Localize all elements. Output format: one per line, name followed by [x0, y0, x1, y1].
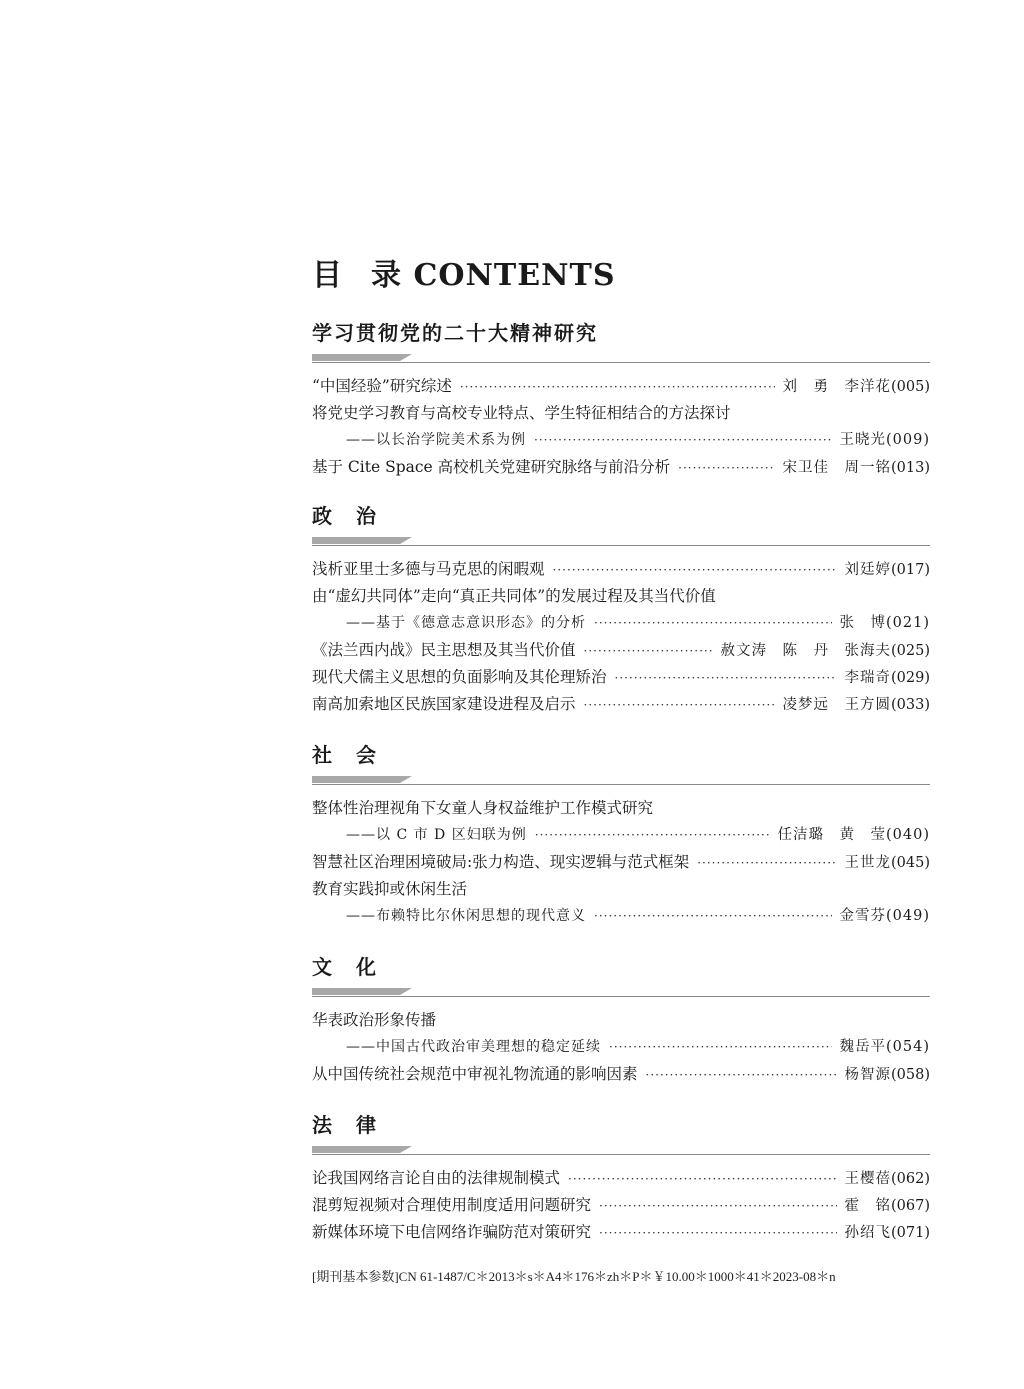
section-title: 文 化: [312, 955, 378, 979]
toc-entry[interactable]: [312, 556, 930, 583]
entry-page: (071): [891, 1225, 930, 1241]
entry-title: 智慧社区治理困境破局:张力构造、现实逻辑与范式框架: [312, 853, 690, 871]
entry-authors: 王世龙: [844, 855, 891, 871]
entry-page: (021): [886, 615, 930, 631]
entry-page: (005): [891, 379, 930, 395]
leader-dots: [584, 638, 713, 665]
entry-authors: 李瑞奇: [844, 670, 891, 686]
toc-entry[interactable]: [312, 795, 930, 822]
entry-title: 华表政治形象传播: [312, 1011, 437, 1029]
toc-entry[interactable]: [312, 849, 930, 876]
entry-page: (033): [891, 697, 930, 713]
entry-title: 将党史学习教育与高校专业特点、学生特征相结合的方法探讨: [312, 404, 731, 422]
entry-title: ——以长治学院美术系为例: [346, 432, 526, 448]
toc-entry[interactable]: [312, 1007, 930, 1034]
leader-dots: [599, 1193, 836, 1220]
leader-dots: [568, 1166, 836, 1193]
entry-authors: 霍 铭: [844, 1198, 891, 1214]
leader-dots: [615, 665, 837, 692]
entry-page: (058): [891, 1067, 930, 1083]
entry-page: (045): [891, 855, 930, 871]
leader-dots: [594, 610, 832, 637]
entry-title: 混剪短视频对合理使用制度适用问题研究: [312, 1196, 592, 1214]
entry-page: (013): [891, 460, 930, 476]
entry-title: 现代犬儒主义思想的负面影响及其伦理矫治: [312, 668, 607, 686]
entry-authors: 张 博: [839, 615, 886, 631]
entry-authors: 宋卫佳 周一铭: [782, 460, 891, 476]
entry-authors: 王樱蓓: [844, 1171, 891, 1187]
section-divider: [312, 1146, 930, 1155]
toc-entry[interactable]: [312, 583, 930, 610]
leader-dots: [584, 692, 775, 719]
toc-entry[interactable]: [312, 1192, 930, 1219]
entry-authors: 金雪芬: [839, 908, 886, 924]
section-divider: [312, 776, 930, 785]
toc-section: [312, 742, 930, 930]
toc-entry-subtitle[interactable]: [312, 610, 930, 637]
section-title: 法 律: [312, 1113, 378, 1137]
toc-entry[interactable]: [312, 664, 930, 691]
toc-entry[interactable]: [312, 400, 930, 427]
entry-title: 由“虚幻共同体”走向“真正共同体”的发展过程及其当代价值: [312, 587, 716, 605]
entry-page: (049): [886, 908, 930, 924]
entry-title: 南高加索地区民族国家建设进程及启示: [312, 695, 576, 713]
leader-dots: [609, 1034, 832, 1061]
entry-page: (029): [891, 670, 930, 686]
toc-entry-subtitle[interactable]: [312, 903, 930, 930]
leader-dots: [594, 903, 832, 930]
toc-entry[interactable]: [312, 373, 930, 400]
toc-section: [312, 954, 930, 1088]
leader-dots: [697, 850, 836, 877]
leader-dots: [678, 455, 774, 482]
section-title: 社 会: [312, 743, 378, 767]
entry-title: “中国经验”研究综述: [312, 377, 452, 395]
toc-entry-subtitle[interactable]: [312, 822, 930, 849]
entry-authors: 王晓光: [839, 432, 886, 448]
leader-dots: [599, 1220, 836, 1247]
entry-authors: 魏岳平: [839, 1039, 886, 1055]
toc-entry-subtitle[interactable]: [312, 427, 930, 454]
toc-entry[interactable]: [312, 454, 930, 481]
journal-parameters: [期刊基本参数]CN 61-1487/C＊2013＊s＊A4＊176＊zh＊P＊￥10.00＊1000＊41＊2023-08＊n: [312, 1269, 836, 1284]
entry-title: 论我国网络言论自由的法律规制模式: [312, 1169, 561, 1187]
toc-entry[interactable]: [312, 1219, 930, 1246]
entry-authors: 刘廷婷: [844, 562, 891, 578]
entry-authors: 刘 勇 李洋花: [782, 379, 891, 395]
entry-title: ——基于《德意志意识形态》的分析: [346, 615, 586, 631]
section-divider: [312, 988, 930, 997]
entry-authors: 任洁璐 黄 莹: [777, 827, 886, 843]
entry-page: (054): [886, 1039, 930, 1055]
toc-entry[interactable]: [312, 637, 930, 664]
entry-title: 新媒体环境下电信网络诈骗防范对策研究: [312, 1223, 592, 1241]
entry-title: 教育实践抑或休闲生活: [312, 880, 468, 898]
section-title: 学习贯彻党的二十大精神研究: [312, 321, 598, 345]
leader-dots: [534, 427, 832, 454]
entry-authors: 赦文涛 陈 丹 张海夫: [720, 643, 891, 659]
toc-entry[interactable]: [312, 1061, 930, 1088]
entry-title: ——中国古代政治审美理想的稳定延续: [346, 1039, 601, 1055]
entry-title: 基于 Cite Space 高校机关党建研究脉络与前沿分析: [312, 458, 671, 476]
entry-page: (067): [891, 1198, 930, 1214]
leader-dots: [535, 822, 770, 849]
entry-authors: 凌梦远 王方圆: [782, 697, 891, 713]
entry-title: 《法兰西内战》民主思想及其当代价值: [312, 641, 576, 659]
toc-entry[interactable]: [312, 691, 930, 718]
toc-entry-subtitle[interactable]: [312, 1034, 930, 1061]
toc-section: [312, 503, 930, 718]
entry-page: (040): [886, 827, 930, 843]
leader-dots: [460, 374, 775, 401]
title-cn-2: 录: [371, 258, 402, 293]
toc-section: [312, 320, 930, 481]
toc-entry[interactable]: [312, 876, 930, 903]
entry-authors: 孙绍飞: [844, 1225, 891, 1241]
toc-section: [312, 1112, 930, 1246]
entry-page: (062): [891, 1171, 930, 1187]
entry-authors: 杨智源: [844, 1067, 891, 1083]
title-en: CONTENTS: [413, 258, 616, 293]
entry-page: (025): [891, 643, 930, 659]
entry-title: 整体性治理视角下女童人身权益维护工作模式研究: [312, 799, 654, 817]
entry-page: (009): [886, 432, 930, 448]
section-divider: [312, 537, 930, 546]
leader-dots: [646, 1062, 837, 1089]
section-divider: [312, 354, 930, 363]
entry-title: 从中国传统社会规范中审视礼物流通的影响因素: [312, 1065, 638, 1083]
toc-entry[interactable]: [312, 1165, 930, 1192]
entry-title: ——布赖特比尔休闲思想的现代意义: [346, 908, 586, 924]
title-cn-1: 目: [312, 258, 343, 293]
page-title: [312, 250, 616, 294]
entry-page: (017): [891, 562, 930, 578]
leader-dots: [553, 557, 837, 584]
section-title: 政 治: [312, 504, 378, 528]
entry-title: 浅析亚里士多德与马克思的闲暇观: [312, 560, 545, 578]
entry-title: ——以 C 市 D 区妇联为例: [346, 827, 527, 843]
